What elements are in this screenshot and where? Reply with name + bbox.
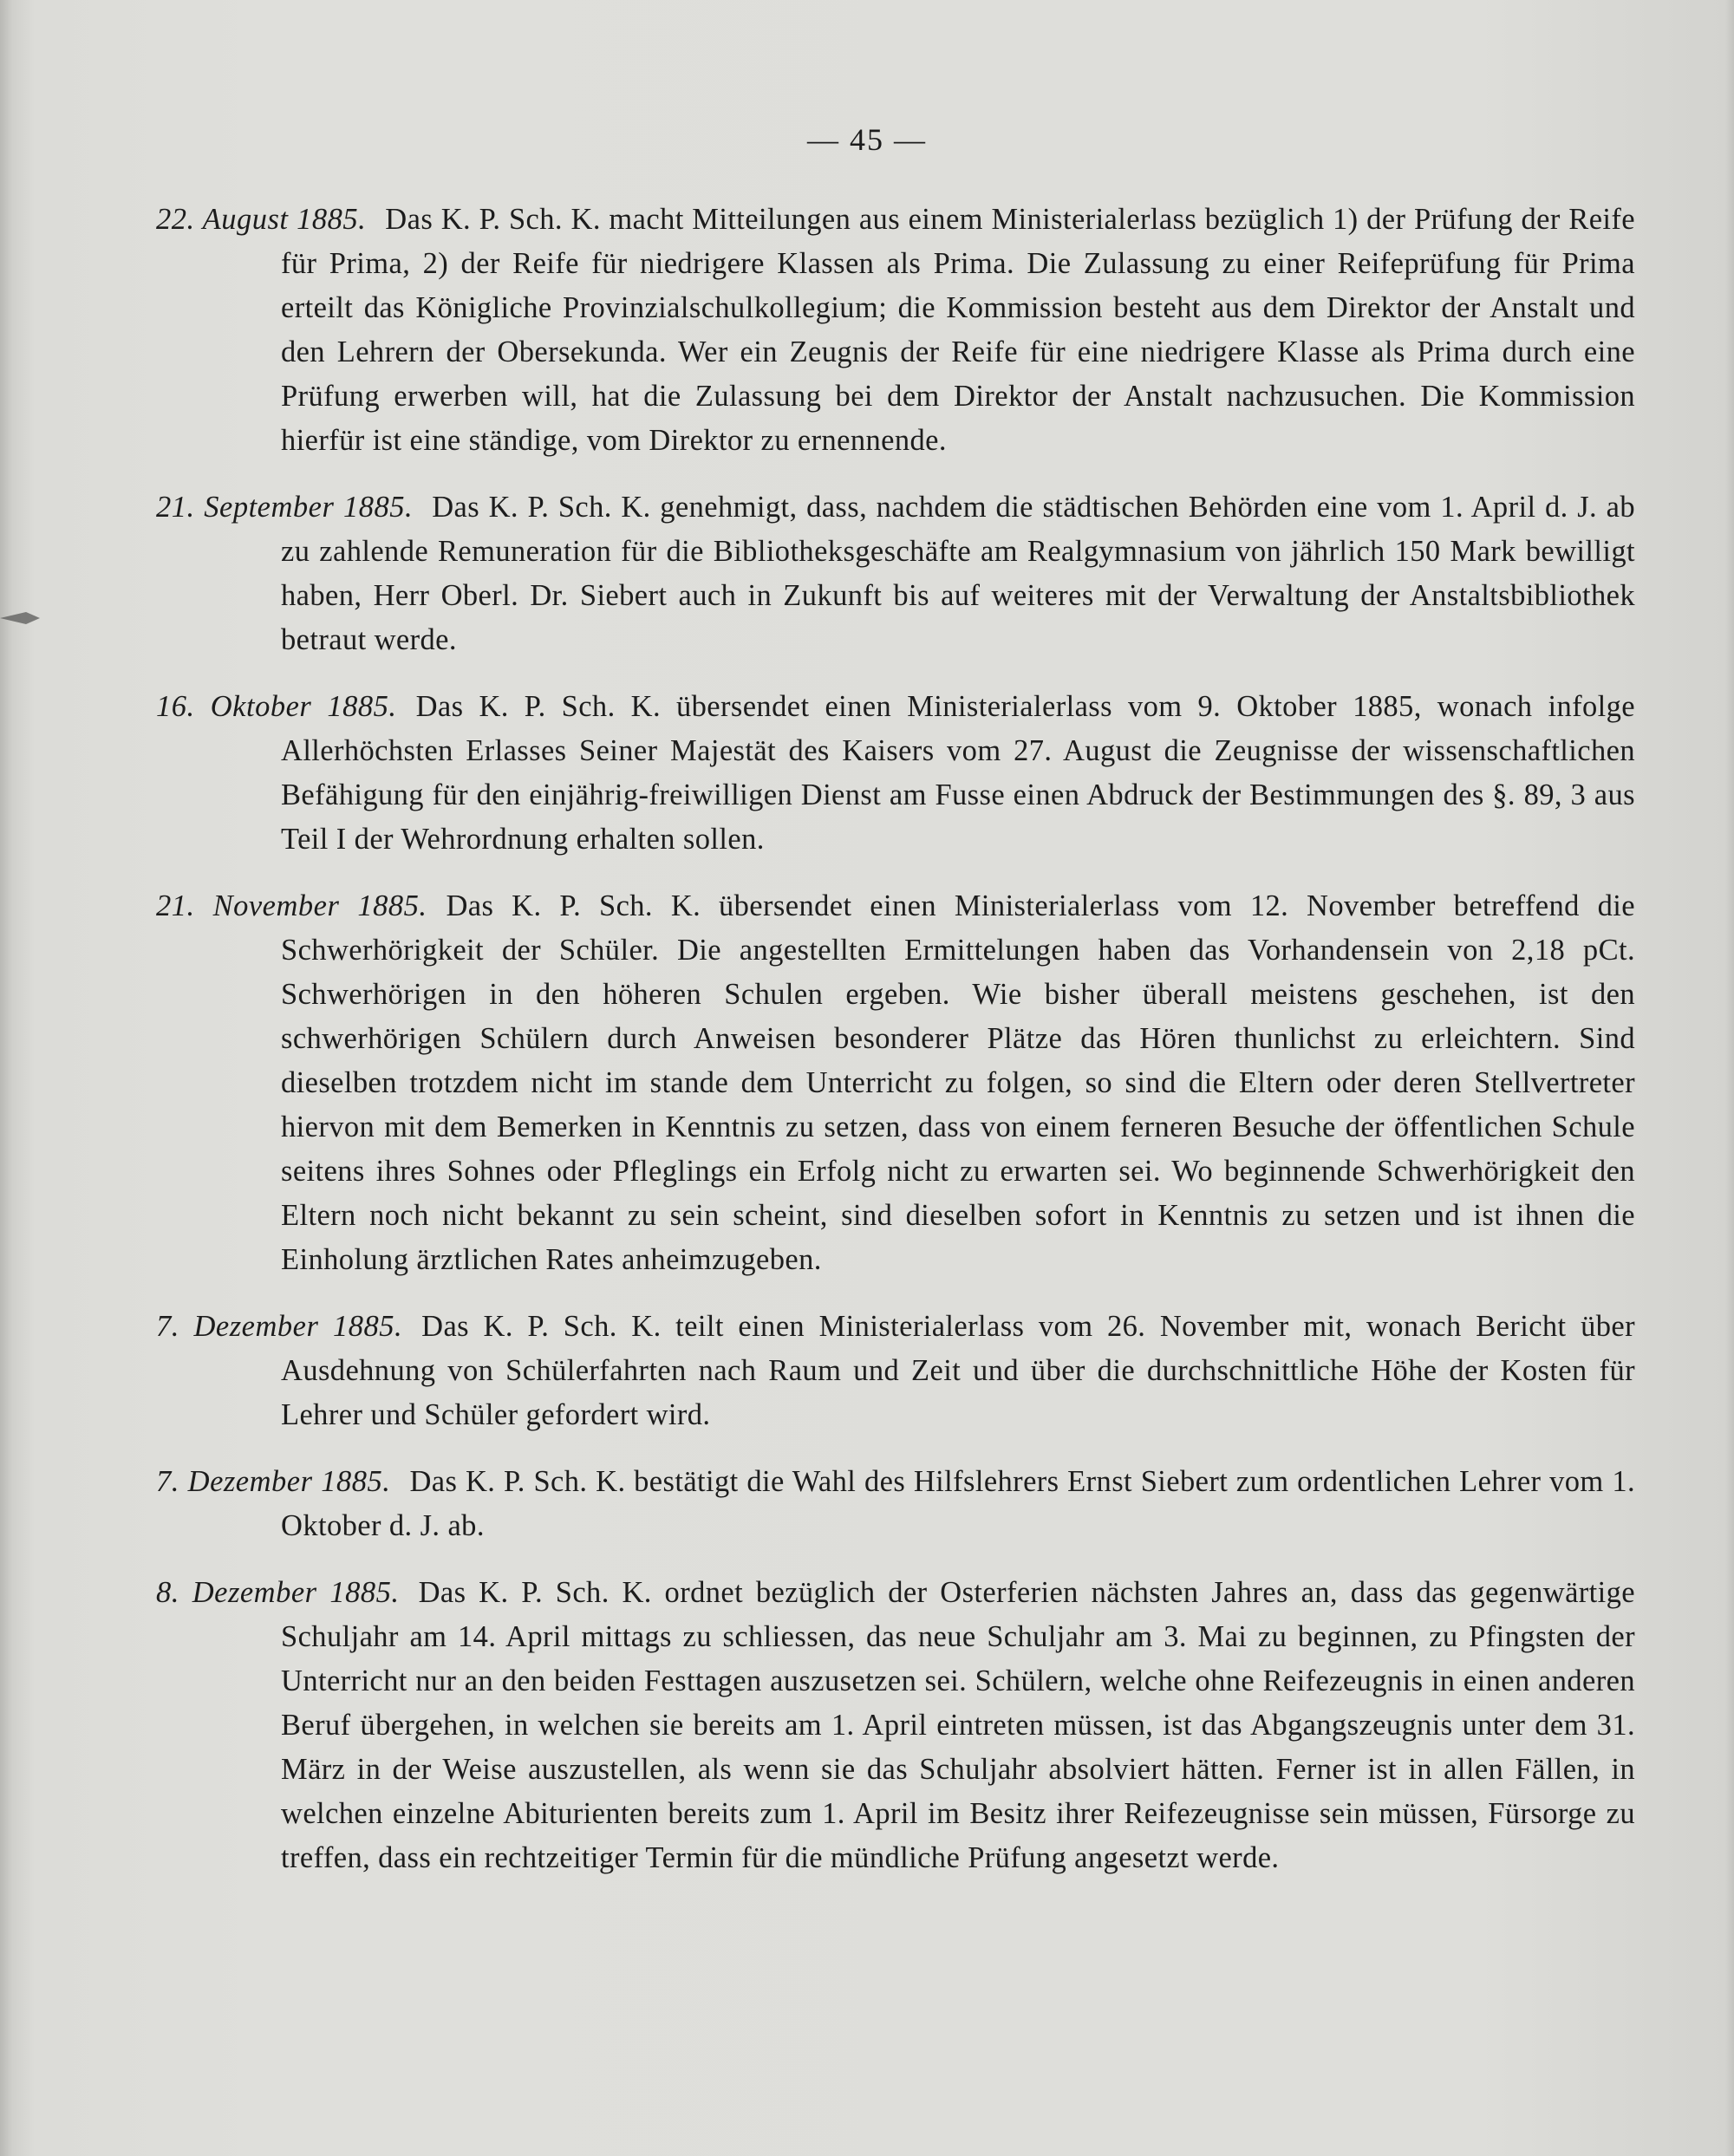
- entry-text: Das K. P. Sch. K. macht Mitteilungen aus einem Ministerialerlass bezüglich 1) der Prüfung der Reife für Prima, 2) der Reife für niedrigere Klassen als Prima. Die Zulassung zu einer Reifeprüfung für Prima erteilt das Königliche Provinzialschulkollegium; die Kommission besteht aus dem Direktor der Anstalt und den Lehrern der Obersekunda. Wer ein Zeugnis der Reife für eine niedrigere Klasse als Prima durch eine Prüfung erwerben will, hat die Zulassung bei dem Direktor der Anstalt nachzusuchen. Die Kommission hierfür ist eine ständige, vom Direktor zu ernennende.: [281, 203, 1635, 457]
- entry-date: 22. August 1885.: [156, 203, 367, 236]
- entry-text: Das K. P. Sch. K. übersendet einen Ministerialerlass vom 12. November betreffend die Schwerhörigkeit der Schüler. Die angestellten Ermittelungen haben das Vorhandensein von 2,18 pCt. Schwerhörigen in den höheren Schulen ergeben. Wie bisher überall meistens geschehen, ist den schwerhörigen Schülern durch Anweisen besonderer Plätze das Hören thunlichst zu erleichtern. Sind dieselben trotzdem nicht im stande dem Unterricht zu folgen, so sind die Eltern oder deren Stellvertreter hiervon mit dem Bemerken in Kenntnis zu setzen, dass von einem ferneren Besuche der öffentlichen Schule seitens ihres Sohnes oder Pfleglings ein Erfolg nicht zu erwarten sei. Wo beginnende Schwerhörigkeit den Eltern noch nicht bekannt zu sein scheint, sind dieselben sofort in Kenntnis zu setzen und ist ihnen die Einholung ärztlichen Rates anheimzugeben.: [281, 889, 1635, 1276]
- entry-date: 16. Oktober 1885.: [156, 690, 397, 723]
- entry: [156, 1571, 1635, 1880]
- entry-text: Das K. P. Sch. K. ordnet bezüglich der Osterferien nächsten Jahres an, dass das gegenwärtige Schuljahr am 14. April mittags zu schliessen, das neue Schuljahr am 3. Mai zu beginnen, zu Pfingsten der Unterricht nur an den beiden Festtagen auszusetzen sei. Schülern, welche ohne Reifezeugnis in einen anderen Beruf übergehen, in welchen sie bereits am 1. April eintreten müssen, ist das Abgangszeugnis unter dem 31. März in der Weise auszustellen, als wenn sie das Schuljahr absolviert hätten. Ferner ist in allen Fällen, in welchen einzelne Abiturienten bereits zum 1. April im Besitz ihrer Reifezeugnisse sein müssen, Fürsorge zu treffen, dass ein rechtzeitiger Termin für die mündliche Prüfung angesetzt werde.: [281, 1576, 1635, 1874]
- page-number: — 45 —: [807, 122, 927, 157]
- entry: [156, 1305, 1635, 1437]
- entry-date: 21. September 1885.: [156, 491, 414, 524]
- page-left-edge: [0, 0, 12, 2156]
- entry-text: Das K. P. Sch. K. genehmigt, dass, nachdem die städtischen Behörden eine vom 1. April d. J. ab zu zahlende Remuneration für die Bibliotheksgeschäfte am Realgymnasium von jährlich 150 Mark bewilligt haben, Herr Oberl. Dr. Siebert auch in Zukunft bis auf weiteres mit der Verwaltung der Anstaltsbibliothek betraut werde.: [281, 491, 1635, 656]
- entry-text: Das K. P. Sch. K. bestätigt die Wahl des Hilfslehrers Ernst Siebert zum ordentlichen Lehrer vom 1. Oktober d. J. ab.: [281, 1465, 1635, 1542]
- entry-date: 8. Dezember 1885.: [156, 1576, 400, 1609]
- entry-date: 7. Dezember 1885.: [156, 1310, 403, 1343]
- entry: [156, 884, 1635, 1282]
- entry-date: 7. Dezember 1885.: [156, 1465, 391, 1498]
- entry: [156, 485, 1635, 662]
- entry-text: Das K. P. Sch. K. teilt einen Ministerialerlass vom 26. November mit, wonach Bericht über Ausdehnung von Schülerfahrten nach Raum und Zeit und über die durchschnittliche Höhe der Kosten für Lehrer und Schüler gefordert wird.: [281, 1310, 1635, 1431]
- entry-date: 21. November 1885.: [156, 889, 427, 922]
- binding-mark-icon: [0, 609, 42, 628]
- entry: [156, 685, 1635, 862]
- entry: [156, 1460, 1635, 1548]
- entry: [156, 198, 1635, 463]
- document-body: [156, 198, 1635, 1903]
- entry-text: Das K. P. Sch. K. übersendet einen Ministerialerlass vom 9. Oktober 1885, wonach infolge Allerhöchsten Erlasses Seiner Majestät des Kaisers vom 27. August die Zeugnisse der wissenschaftlichen Befähigung für den einjährig-freiwilligen Dienst am Fusse einen Abdruck der Bestimmungen des §. 89, 3 aus Teil I der Wehrordnung erhalten sollen.: [281, 690, 1635, 856]
